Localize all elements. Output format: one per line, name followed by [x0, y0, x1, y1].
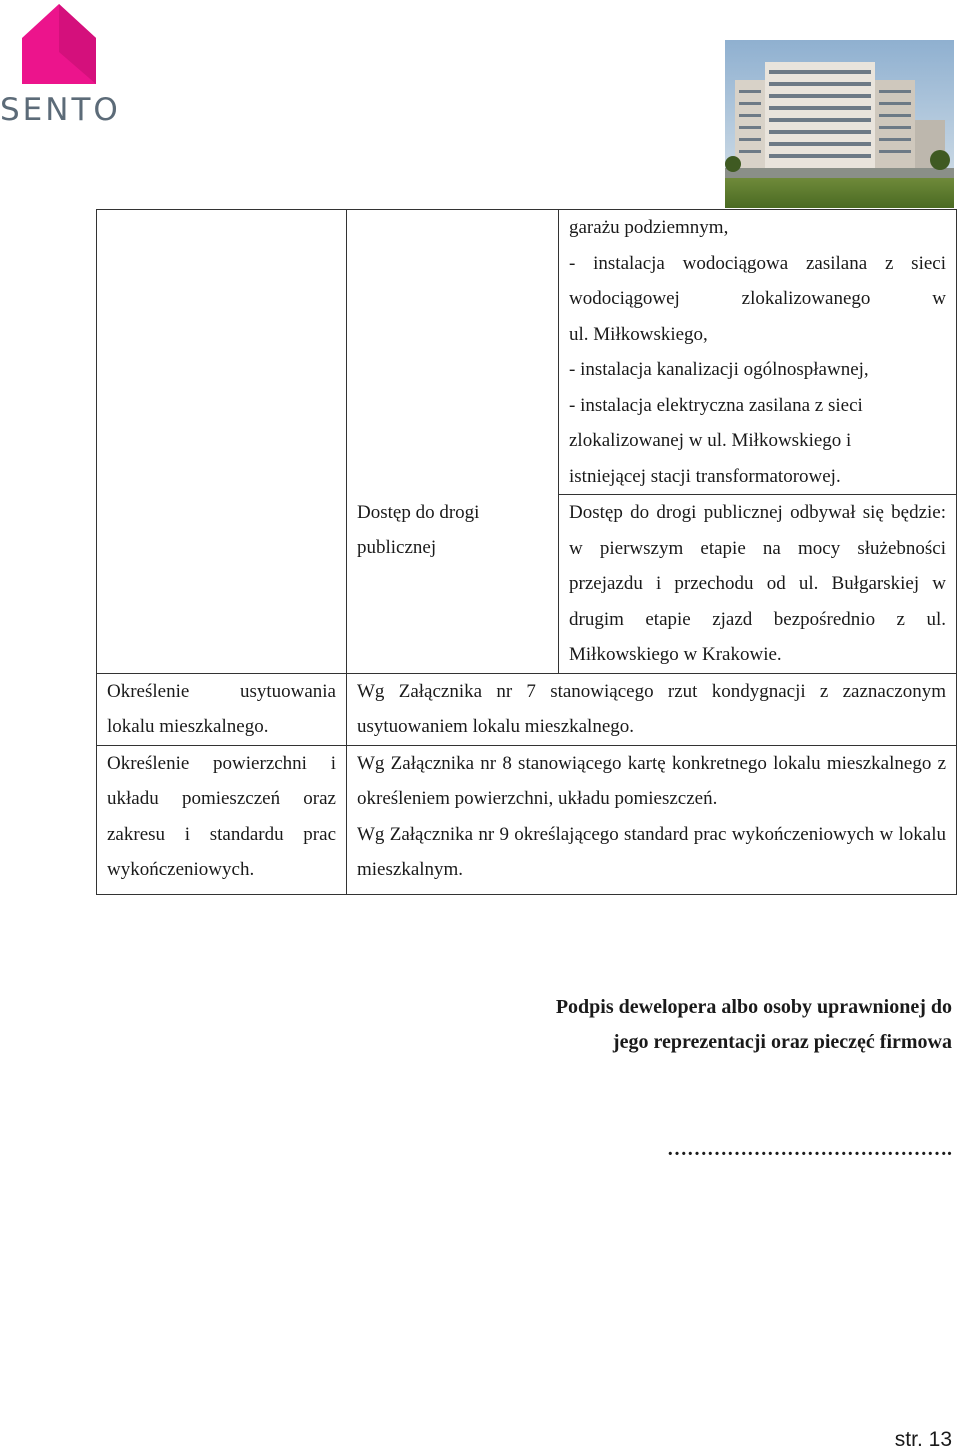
- access-label: Dostęp do drogi publicznej: [357, 501, 480, 558]
- signature-line-2: jego reprezentacji oraz pieczęć firmowa: [612, 1031, 952, 1053]
- empty-sub-label-cell: [347, 210, 559, 495]
- table-row-area: [97, 745, 957, 894]
- location-label: Określenie usytuowania lokalu mieszkalnego.: [107, 680, 336, 737]
- logo-text: SENTO: [0, 92, 121, 128]
- access-text-cell: [559, 495, 957, 674]
- text-line: wodociągowej zlokalizowanego w: [569, 288, 946, 309]
- area-label-cell: [97, 745, 347, 894]
- access-label-cell: [347, 495, 559, 674]
- access-text: Dostęp do drogi publicznej odbywał się będzie: w pierwszym etapie na mocy służebności przejazdu i przechodu od ul. Bułgarskiej w drugim etapie zjazd bezpośrednio z ul. Miłkowskiego w Krakowie.: [569, 502, 946, 665]
- location-text-cell: [347, 673, 957, 745]
- text-line: - instalacja kanalizacji ogólnospławnej,: [569, 359, 869, 380]
- text-line: garażu podziemnym,: [569, 217, 729, 238]
- table-row-infrastructure: [97, 210, 957, 495]
- text-line: istniejącej stacji transformatorowej.: [569, 465, 841, 487]
- signature-line-1: Podpis dewelopera albo osoby uprawnionej do: [555, 996, 952, 1018]
- text-line: zlokalizowanej w ul. Miłkowskiego i: [569, 430, 852, 451]
- table-row-location: [97, 673, 957, 745]
- page-number: str. 13: [894, 1428, 952, 1451]
- text-line: ul. Miłkowskiego,: [569, 323, 708, 345]
- building-photo: [725, 40, 954, 208]
- area-text-cell: [347, 745, 957, 894]
- area-text-1: Wg Załącznika nr 8 stanowiącego kartę konkretnego lokalu mieszkalnego z określeniem powierzchni, układu pomieszczeń.: [357, 752, 946, 809]
- infrastructure-text-cell: [559, 210, 957, 495]
- empty-label-cell: [97, 210, 347, 674]
- location-text: Wg Załącznika nr 7 stanowiącego rzut kondygnacji z zaznaczonym usytuowaniem lokalu mieszkalnego.: [357, 680, 946, 737]
- sento-logo: [0, 4, 120, 126]
- signature-caption: [556, 990, 952, 1060]
- property-info-table: [96, 209, 957, 895]
- area-text-2: Wg Załącznika nr 9 określającego standard prac wykończeniowych w lokalu mieszkalnym.: [357, 823, 946, 880]
- signature-dots: …………………………………….: [667, 1138, 952, 1160]
- area-label: Określenie powierzchni i układu pomieszczeń oraz zakresu i standardu prac wykończeniowych.: [107, 752, 336, 880]
- text-line: - instalacja elektryczna zasilana z sieci: [569, 394, 863, 416]
- building-photo-icon: [725, 40, 954, 208]
- location-label-cell: [97, 673, 347, 745]
- house-logo-icon: [22, 4, 96, 84]
- text-line: - instalacja wodociągowa zasilana z sieci: [569, 252, 946, 274]
